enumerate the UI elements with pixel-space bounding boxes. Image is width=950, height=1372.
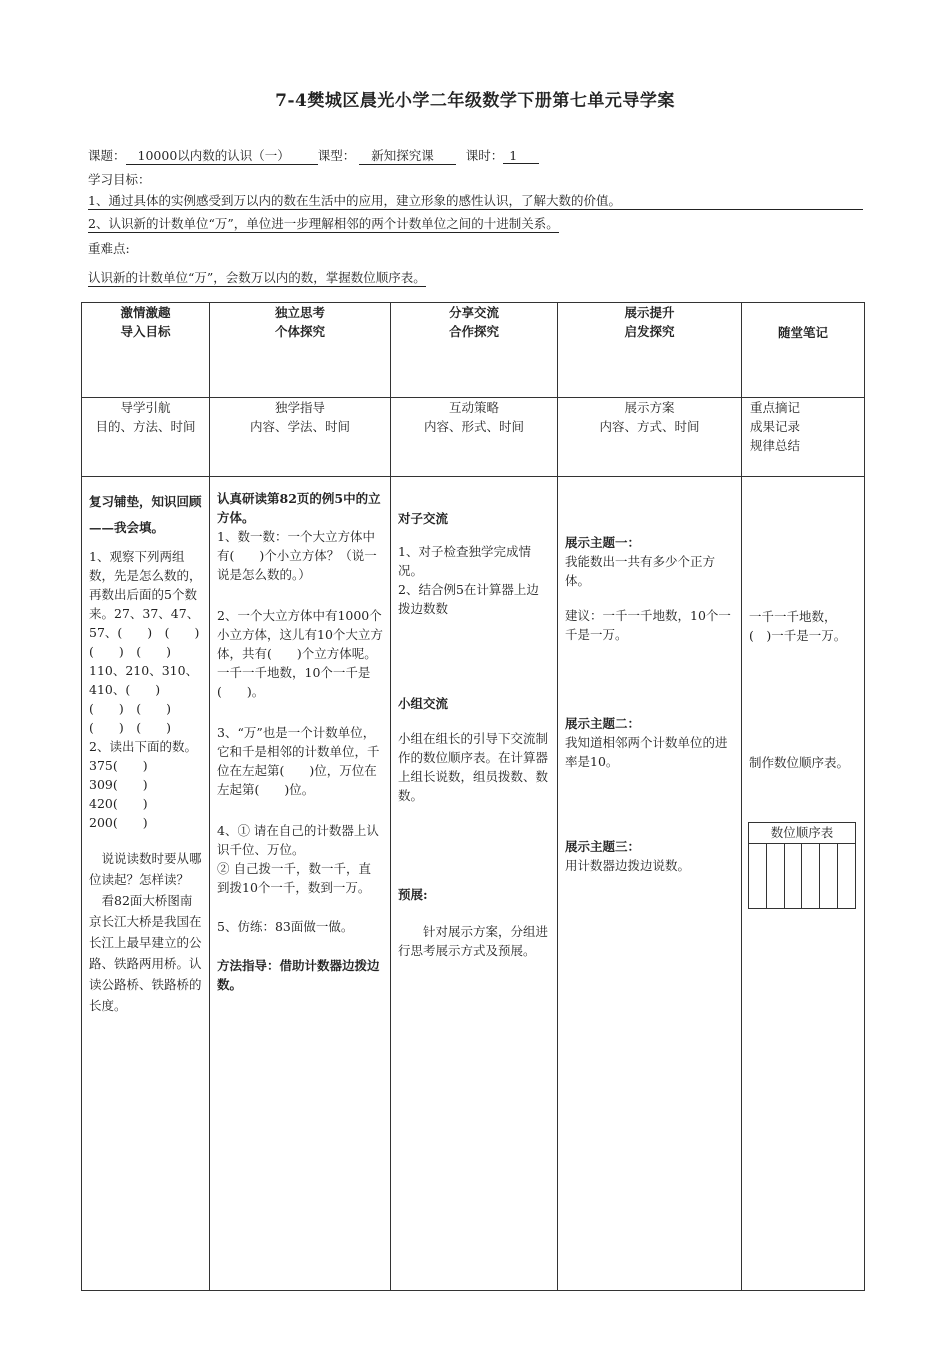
col4-theme1-heading: 展示主题一：	[565, 535, 641, 550]
col5-note-2: 制作数位顺序表。	[749, 755, 850, 770]
col3-pair-item-1: 1、对子检查独学完成情况。	[398, 544, 531, 578]
place-value-table-title: 数位顺序表	[749, 823, 856, 844]
col4-theme2-text: 我知道相邻两个计数单位的进率是10。	[565, 735, 728, 769]
type-label: 课型：	[317, 148, 356, 163]
col3-preview-text: 针对展示方案，分组进行思考展示方式及预展。	[398, 924, 549, 958]
col2-item-6: ② 自己拨一千，数一千，直到拨10个一千，数到一万。	[217, 861, 371, 895]
col4-theme3-heading: 展示主题三：	[565, 839, 641, 854]
col4-theme1-suggestion: 建议：一千一千地数，10个一千是一万。	[565, 608, 731, 642]
page-title: 7-4樊城区晨光小学二年级数学下册第七单元导学案	[275, 91, 675, 111]
header-col-1: 激情激趣 导入目标	[82, 303, 210, 398]
subheader-col-5: 重点摘记 成果记录 规律总结	[742, 398, 865, 477]
subheader-col-2: 独学指导 内容、学法、时间	[210, 398, 391, 477]
place-value-cell	[766, 844, 784, 909]
difficulty-label: 重难点:	[88, 241, 130, 256]
col3-group-text: 小组在组长的引导下交流制作的数位顺序表。在计算器上组长说数，组员拨数、数数。	[398, 731, 549, 803]
col1-heading: 复习铺垫，知识回顾——我会填。	[89, 494, 202, 535]
content-row	[82, 477, 865, 1291]
col2-method: 方法指导：借助计数器边拨边数。	[217, 958, 380, 992]
col5-note-1: 一千一千地数，( )一千是一万。	[749, 609, 847, 643]
place-value-cell	[802, 844, 820, 909]
goal-2: 2、认识新的计数单位“万”，单位进一步理解相邻的两个计数单位之间的十进制关系。	[88, 216, 559, 231]
subheader-col-1: 导学引航 目的、方法、时间	[82, 398, 210, 477]
header-col-5: 随堂笔记	[742, 303, 865, 398]
col1-item-6: 说说读数时要从哪位读起？怎样读？	[89, 851, 202, 887]
col4-theme2-heading: 展示主题二：	[565, 716, 641, 731]
col4-theme3-text: 用计数器边拨边说数。	[565, 858, 691, 873]
col2-item-2: 2、一个大立方体中有1000个小立方体，这儿有10个大立方体，共有( )个立方体呢。	[217, 608, 383, 661]
header-col-4: 展示提升 启发探究	[558, 303, 742, 398]
goal-1: 1、通过具体的实例感受到万以内的数在生活中的应用，建立形象的感性认识，了解大数的价值。	[88, 191, 863, 210]
col2-item-1: 1、数一数：一个大立方体中有( )个小立方体？（说一说是怎么数的。）	[217, 529, 377, 582]
topic-value: 10000以内数的认识（一）	[126, 146, 318, 165]
hours-label: 课时：	[465, 148, 504, 163]
subheader-col-3: 互动策略 内容、形式、时间	[391, 398, 558, 477]
lesson-table	[81, 302, 865, 1291]
col3-group-heading: 小组交流	[398, 696, 449, 711]
col1-item-7: 看82面大桥图南京长江大桥是我国在长江上最早建立的公路、铁路两用桥。认读公路桥、铁路桥的长度。	[89, 893, 202, 1013]
place-value-cell	[749, 844, 767, 909]
col3-pair-heading: 对子交流	[398, 511, 449, 526]
place-value-table	[748, 822, 856, 909]
col2-item-3: 一千一千地数，10个一千是( )。	[217, 665, 371, 699]
col2-item-7: 5、仿练：83面做一做。	[217, 919, 354, 934]
header-row	[82, 303, 865, 398]
lesson-info-line	[88, 146, 539, 165]
col1-item-2: 110、210、310、410、( ) ( ) ( ) ( ) ( )	[89, 663, 199, 735]
col4-theme1-text: 我能数出一共有多少个正方体。	[565, 554, 716, 588]
col3-preview-heading: 预展:	[398, 887, 428, 902]
col2-heading: 认真研读第82页的例5中的立方体。	[217, 491, 381, 525]
goals-label: 学习目标：	[88, 172, 151, 187]
hours-value: 1	[503, 148, 539, 164]
col1-item-3: 2、读出下面的数。	[89, 739, 197, 754]
col2-self-study	[210, 477, 391, 1291]
col4-showcase	[558, 477, 742, 1291]
subheader-col-4: 展示方案 内容、方式、时间	[558, 398, 742, 477]
type-value: 新知探究课	[359, 146, 456, 165]
col1-item-4: 375( ) 309( )	[89, 758, 161, 792]
place-value-cell	[820, 844, 838, 909]
col1-item-5: 420( ) 200( )	[89, 796, 161, 830]
col3-pair-item-2: 2、结合例5在计算器上边拨边数数	[398, 582, 539, 616]
place-value-cell	[784, 844, 802, 909]
difficulty-text: 认识新的计数单位“万”，会数万以内的数，掌握数位顺序表。	[88, 270, 426, 285]
header-col-3: 分享交流 合作探究	[391, 303, 558, 398]
col1-review	[82, 477, 210, 1291]
col3-exchange	[391, 477, 558, 1291]
col1-item-1: 1、观察下列两组数，先是怎么数的，再数出后面的5个数来。27、37、47、57、( ) ( ) ( ) ( )	[89, 549, 212, 659]
col5-notes	[742, 477, 865, 1291]
col2-item-4: 3、“万”也是一个计数单位，它和千是相邻的计数单位，千位在左起第( )位，万位在左起第( )位。	[217, 725, 380, 797]
place-value-cell	[838, 844, 856, 909]
header-col-2: 独立思考 个体探究	[210, 303, 391, 398]
subheader-row	[82, 398, 865, 477]
topic-label: 课题：	[88, 148, 126, 163]
col2-item-5: 4、① 请在自己的计数器上认识千位、万位。	[217, 823, 379, 857]
